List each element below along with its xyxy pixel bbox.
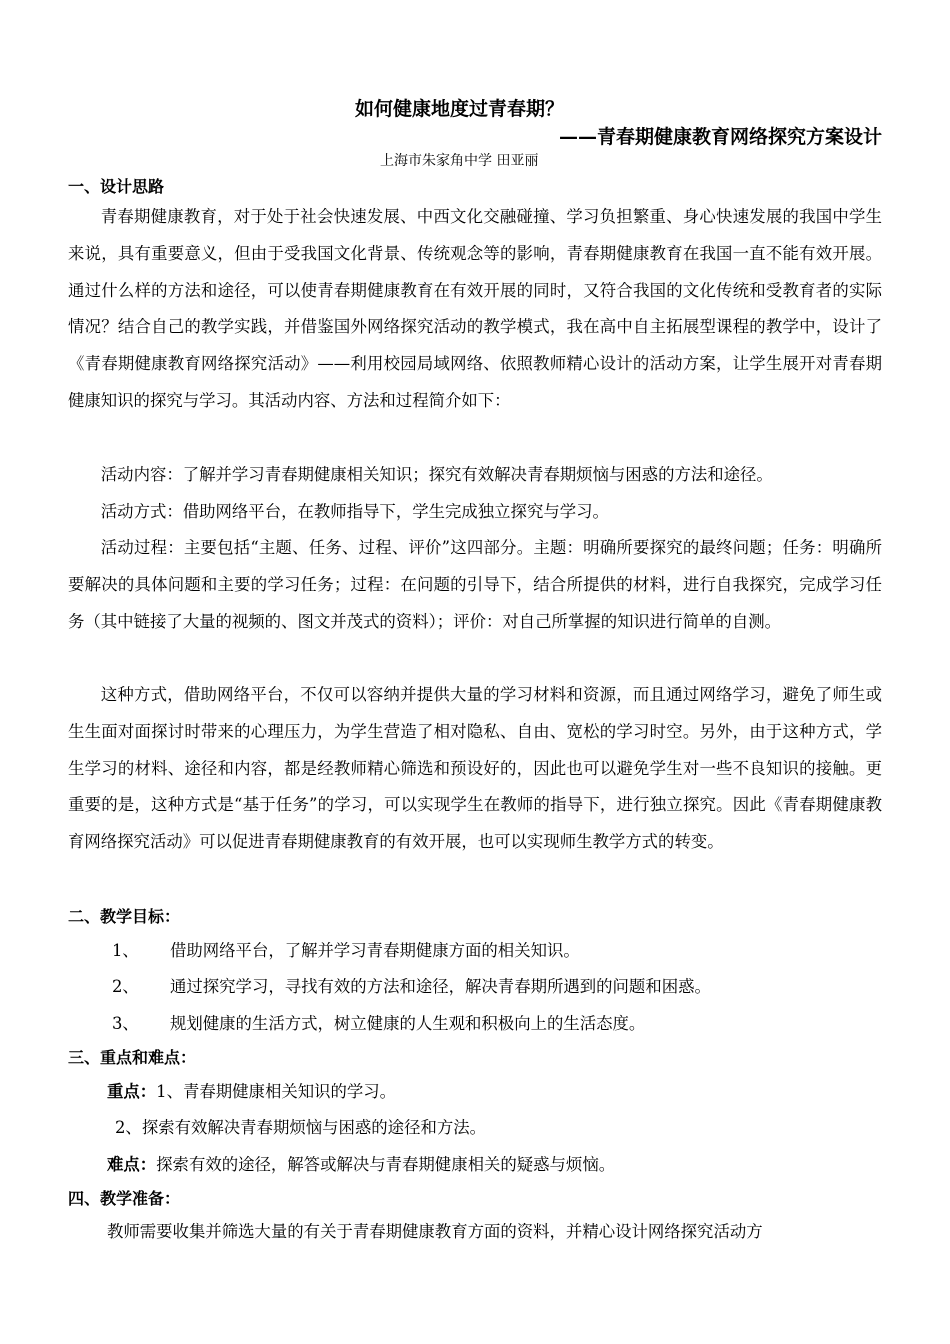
key-point-text-1: 1、青春期健康相关知识的学习。 <box>156 1082 397 1101</box>
goal-text: 规划健康的生活方式，树立健康的人生观和积极向上的生活态度。 <box>170 1014 646 1033</box>
goal-number: 2、 <box>112 977 139 996</box>
goal-item <box>112 973 711 997</box>
difficulty-text: 探索有效的途径，解答或解决与青春期健康相关的疑惑与烦恼。 <box>156 1155 616 1174</box>
goal-number: 1、 <box>112 941 139 960</box>
section-heading-goals: 二、教学目标： <box>68 907 181 926</box>
activity-content: 活动内容：了解并学习青春期健康相关知识；探究有效解决青春期烦恼与困惑的方法和途径。 <box>100 465 773 484</box>
design-paragraph-1: 青春期健康教育，对于处于社会快速发展、中西文化交融碰撞、学习负担繁重、身心快速发展的我国中学生来说，具有重要意义，但由于受我国文化背景、传统观念等的影响，青春期健康教育在我国一直不能有效开展。通过什么样的方法和途径，可以使青春期健康教育在有效开展的同时，又符合我国的文化传统和受教育者的实际情况？结合自己的教学实践，并借鉴国外网络探究活动的教学模式，我在高中自主拓展型课程的教学中，设计了《青春期健康教育网络探究活动》——利用校园局域网络、依照教师精心设计的活动方案，让学生展开对青春期健康知识的探究与学习。其活动内容、方法和过程简介如下： <box>68 207 882 410</box>
key-point-1 <box>107 1078 396 1102</box>
design-paragraph-2: 这种方式，借助网络平台，不仅可以容纳并提供大量的学习材料和资源，而且通过网络学习，避免了师生或生生面对面探讨时带来的心理压力，为学生营造了相对隐私、自由、宽松的学习时空。另外，由于这种方式，学生学习的材料、途径和内容，都是经教师精心筛选和预设好的，因此也可以避免学生对一些不良知识的接触。更重要的是，这种方式是“基于任务”的学习，可以实现学生在教师的指导下，进行独立探究。因此《青春期健康教育网络探究活动》可以促进青春期健康教育的有效开展，也可以实现师生教学方式的转变。 <box>68 685 882 852</box>
section-heading-key-points: 三、重点和难点： <box>68 1048 197 1067</box>
goal-item <box>112 1010 645 1034</box>
key-label: 重点： <box>107 1082 157 1101</box>
difficulty-label: 难点： <box>107 1155 157 1174</box>
activity-process: 活动过程：主要包括“主题、任务、过程、评价”这四部分。主题：明确所要探究的最终问题；任务：明确所要解决的具体问题和主要的学习任务；过程：在问题的引导下，结合所提供的材料，进行自我探究，完成学习任务（其中链接了大量的视频的、图文并茂式的资料）；评价：对自己所掌握的知识进行简单的自测。 <box>68 538 882 631</box>
section-heading-design: 一、设计思路 <box>68 177 165 196</box>
goal-item <box>112 937 580 961</box>
difficulty-point <box>107 1151 615 1175</box>
goal-text: 借助网络平台，了解并学习青春期健康方面的相关知识。 <box>170 941 580 960</box>
goal-number: 3、 <box>112 1014 139 1033</box>
goal-text: 通过探究学习，寻找有效的方法和途径，解决青春期所遇到的问题和困惑。 <box>170 977 711 996</box>
document-title: 如何健康地度过青春期？ <box>355 98 565 120</box>
preparation-paragraph: 教师需要收集并筛选大量的有关于青春期健康教育方面的资料，并精心设计网络探究活动方 <box>107 1222 763 1241</box>
activity-method: 活动方式：借助网络平台，在教师指导下，学生完成独立探究与学习。 <box>100 502 609 521</box>
document-subtitle: ——青春期健康教育网络探究方案设计 <box>558 126 882 148</box>
key-point-2: 2、探索有效解决青春期烦恼与困惑的途径和方法。 <box>115 1118 487 1137</box>
section-heading-preparation: 四、教学准备： <box>68 1189 181 1208</box>
author-line: 上海市朱家角中学 田亚丽 <box>380 153 539 169</box>
